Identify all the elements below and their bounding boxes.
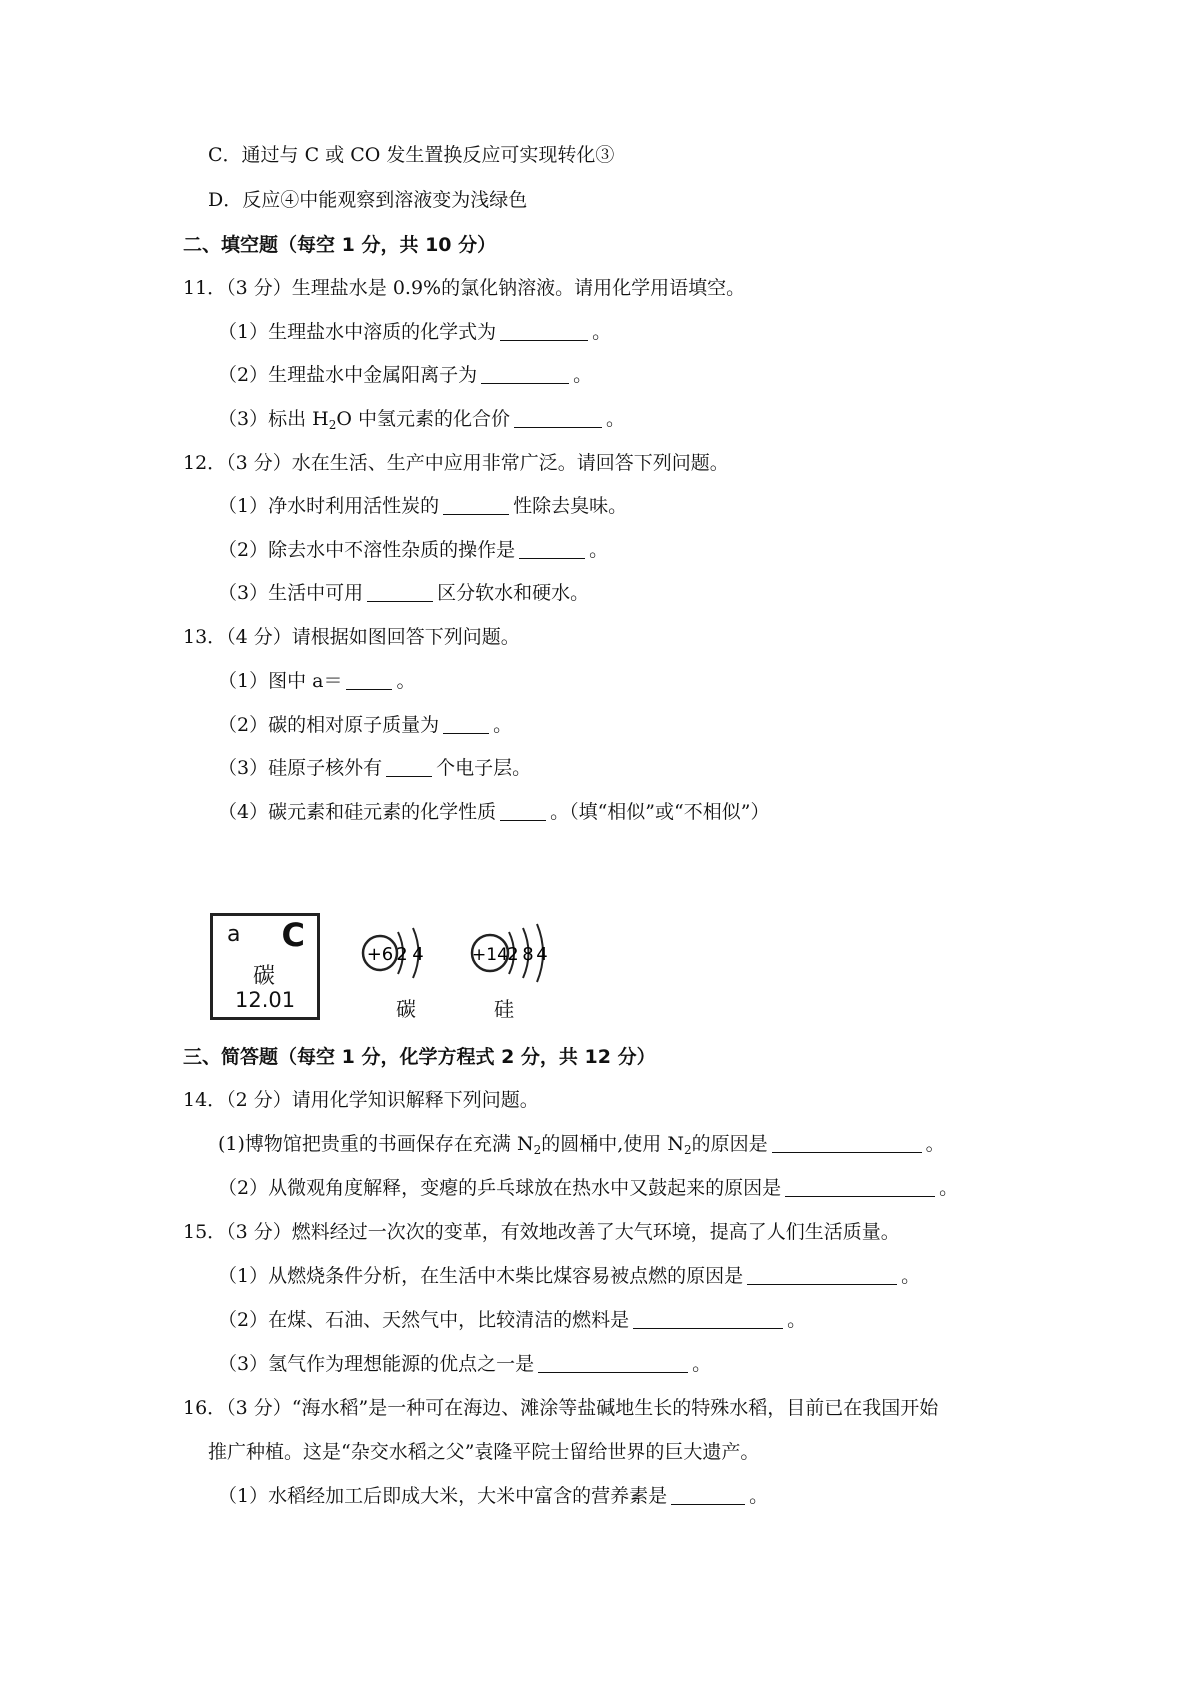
question-text: （3）生活中可用 — [218, 582, 364, 604]
section-heading-short-answer: 三、简答题（每空 1 分，化学方程式 2 分，共 12 分） — [183, 1046, 656, 1068]
question-text: （1）净水时利用活性炭的 — [218, 495, 440, 517]
answer-blank[interactable] — [633, 1308, 783, 1329]
question-15-3 — [218, 1349, 711, 1379]
subscript: 2 — [683, 1143, 692, 1157]
atomic-mass: 12.01 — [235, 988, 296, 1012]
question-text: （1）图中 a＝ — [218, 670, 343, 692]
answer-blank[interactable] — [519, 538, 585, 559]
question-15-1 — [218, 1261, 920, 1291]
question-13-1 — [218, 666, 415, 696]
period: 。 — [925, 1133, 945, 1155]
question-text: 个电子层。 — [436, 757, 532, 779]
subscript: 2 — [328, 418, 337, 432]
answer-blank[interactable] — [747, 1264, 897, 1285]
question-13-3 — [218, 753, 531, 783]
carbon-shell-1-electrons: 2 — [396, 944, 408, 965]
answer-blank[interactable] — [500, 320, 588, 341]
question-text: （3）硅原子核外有 — [218, 757, 383, 779]
carbon-atom-structure — [363, 928, 424, 978]
question-text: O 中氢元素的化合价 — [336, 408, 510, 430]
question-text: （4）碳元素和硅元素的化学性质 — [218, 801, 497, 823]
silicon-shell-1-electrons: 2 — [507, 944, 519, 965]
question-text: （3）标出 H — [218, 408, 329, 430]
question-13-4 — [218, 797, 769, 827]
option-c: C．通过与 C 或 CO 发生置换反应可实现转化③ — [208, 144, 615, 166]
question-text: （3）氢气作为理想能源的优点之一是 — [218, 1353, 535, 1375]
carbon-atom-label: 碳 — [396, 997, 416, 1021]
question-11-2 — [218, 360, 592, 390]
question-15-2 — [218, 1305, 806, 1335]
question-12: 12．（3 分）水在生活、生产中应用非常广泛。请回答下列问题。 — [183, 452, 729, 474]
question-16-line-1: 16．（3 分）“海水稻”是一种可在海边、滩涂等盐碱地生长的特殊水稻，目前已在我国开始 — [183, 1397, 939, 1419]
period: 。 — [939, 1177, 959, 1199]
answer-blank[interactable] — [481, 363, 569, 384]
period: 。 — [605, 408, 625, 430]
period: 。 — [396, 670, 416, 692]
answer-blank[interactable] — [671, 1484, 745, 1505]
question-text: （1）水稻经加工后即成大米，大米中富含的营养素是 — [218, 1485, 668, 1507]
question-text: （2）除去水中不溶性杂质的操作是 — [218, 539, 516, 561]
question-14-2 — [218, 1173, 958, 1203]
question-text: （1）生理盐水中溶质的化学式为 — [218, 321, 497, 343]
answer-blank[interactable] — [514, 407, 602, 428]
question-text: 区分软水和硬水。 — [437, 582, 590, 604]
question-text: （2）生理盐水中金属阳离子为 — [218, 364, 478, 386]
answer-blank[interactable] — [538, 1352, 688, 1373]
question-11-1 — [218, 317, 611, 347]
question-text: (1)博物馆把贵重的书画保存在充满 N — [218, 1133, 534, 1155]
answer-blank[interactable] — [346, 669, 392, 690]
period: 。 — [787, 1309, 807, 1331]
answer-blank[interactable] — [785, 1176, 935, 1197]
question-11: 11．（3 分）生理盐水是 0.9%的氯化钠溶液。请用化学用语填空。 — [183, 277, 746, 299]
question-text: （2）碳的相对原子质量为 — [218, 714, 440, 736]
question-13: 13．（4 分）请根据如图回答下列问题。 — [183, 626, 520, 648]
period: 。 — [749, 1485, 769, 1507]
period: 。 — [589, 539, 609, 561]
period: 。 — [573, 364, 593, 386]
question-text: （2）在煤、石油、天然气中，比较清洁的燃料是 — [218, 1309, 630, 1331]
question-text: 。（填“相似”或“不相似”） — [550, 801, 770, 823]
answer-blank[interactable] — [443, 494, 509, 515]
element-name: 碳 — [253, 964, 276, 989]
answer-blank[interactable] — [386, 756, 432, 777]
question-text: 的圆桶中,使用 N — [541, 1133, 684, 1155]
option-d: D．反应④中能观察到溶液变为浅绿色 — [208, 189, 528, 211]
answer-blank[interactable] — [500, 800, 546, 821]
silicon-atom-structure — [472, 924, 548, 982]
question-15: 15．（3 分）燃料经过一次次的变革，有效地改善了大气环境，提高了人们生活质量。 — [183, 1221, 900, 1243]
silicon-nucleus-charge: +14 — [472, 945, 508, 965]
carbon-nucleus-charge: +6 — [366, 944, 394, 965]
answer-blank[interactable] — [367, 581, 433, 602]
period: 。 — [901, 1265, 921, 1287]
silicon-shell-2-electrons: 8 — [522, 944, 534, 965]
period: 。 — [592, 321, 612, 343]
element-symbol: C — [281, 916, 305, 954]
atomic-number-a: a — [227, 922, 241, 947]
section-heading-fill-blank: 二、填空题（每空 1 分，共 10 分） — [183, 234, 497, 256]
silicon-atom-label: 硅 — [494, 997, 514, 1021]
silicon-shell-3-electrons: 4 — [536, 944, 548, 965]
question-12-3 — [218, 578, 589, 608]
question-11-3 — [218, 404, 625, 440]
question-13-2 — [218, 710, 512, 740]
answer-blank[interactable] — [443, 713, 489, 734]
question-text: 的原因是 — [691, 1133, 768, 1155]
question-16-line-2: 推广种植。这是“杂交水稻之父”袁隆平院士留给世界的巨大遗产。 — [208, 1441, 760, 1463]
carbon-shell-2-electrons: 4 — [412, 944, 424, 965]
period: 。 — [692, 1353, 712, 1375]
question-14-1 — [218, 1129, 945, 1165]
question-16-1 — [218, 1481, 768, 1511]
question-text: （2）从微观角度解释，变瘪的乒乓球放在热水中又鼓起来的原因是 — [218, 1177, 782, 1199]
answer-blank[interactable] — [772, 1132, 922, 1153]
question-12-2 — [218, 535, 608, 565]
question-text: （1）从燃烧条件分析，在生活中木柴比煤容易被点燃的原因是 — [218, 1265, 744, 1287]
question-14: 14．（2 分）请用化学知识解释下列问题。 — [183, 1089, 539, 1111]
subscript: 2 — [533, 1143, 542, 1157]
carbon-silicon-figure — [210, 910, 560, 1025]
period: 。 — [493, 714, 513, 736]
question-text: 性除去臭味。 — [513, 495, 628, 517]
question-12-1 — [218, 491, 627, 521]
